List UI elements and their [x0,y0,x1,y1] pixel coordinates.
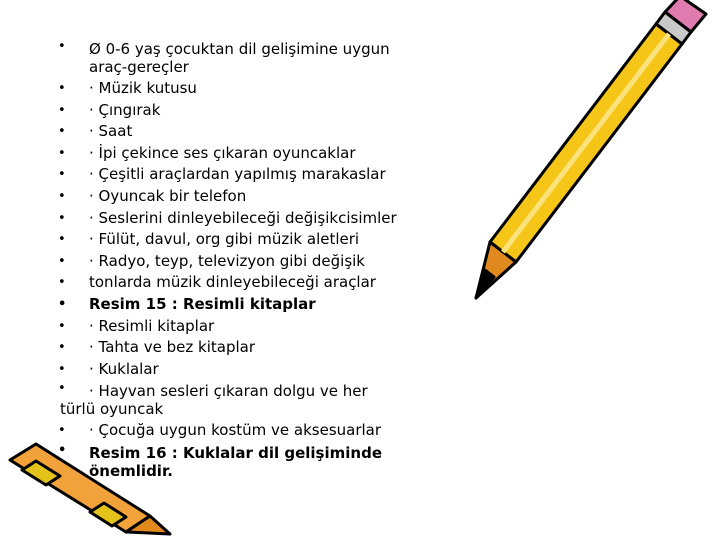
list-item-text: · Çıngırak [89,100,161,119]
list-item-text: · İpi çekince ses çıkaran oyuncaklar [89,143,356,162]
list-item-text: · Seslerini dinleyebileceği değişikcisimler [89,208,397,227]
list-item [58,100,458,122]
list-item [58,186,458,208]
list-item [58,164,458,186]
list-item [58,359,458,381]
list-item-text: önemlidir. [89,461,173,480]
list-item [58,272,458,294]
list-item-text: · Fülüt, davul, org gibi müzik aletleri [89,230,360,249]
list-item-text: · Müzik kutusu [89,79,197,97]
list-item-text: · Oyuncak bir telefon [89,186,247,205]
pencil-icon [460,0,720,320]
list-item [58,121,458,143]
list-item-text: Ø 0-6 yaş çocuktan dil gelişimine uygun araç-gereçler [89,40,390,76]
list-item [58,251,458,273]
list-item [58,38,458,78]
list-item-text: · Hayvan sesleri çıkaran dolgu ve her [89,382,368,401]
list-item [58,208,458,230]
list-item [58,143,458,165]
list-item-text: Resim 15 : Resimli kitaplar [89,294,316,313]
list-item-text: · Tahta ve bez kitaplar [89,338,255,357]
crayon-icon [0,400,220,540]
list-item [58,78,458,100]
list-item-text: · Saat [89,122,133,141]
crayon-body [10,444,150,532]
list-item-text: türlü oyuncak [60,400,164,419]
list-item-text: · Resimli kitaplar [89,316,215,335]
list-item-text: · Çocuğa uygun kostüm ve aksesuarlar [89,421,382,440]
list-item [58,294,458,316]
list-item [58,229,458,251]
list-item [58,316,458,338]
list-item [58,337,458,359]
list-item-text: · Radyo, teyp, televizyon gibi değişik [89,251,365,270]
list-item-text: Resim 16 : Kuklalar dil gelişiminde [89,443,382,462]
list-item-text: tonlarda müzik dinleyebileceği araçlar [89,273,376,292]
list-item-text: · Kuklalar [89,359,159,378]
list-item-text: · Çeşitli araçlardan yapılmış marakaslar [89,165,386,184]
